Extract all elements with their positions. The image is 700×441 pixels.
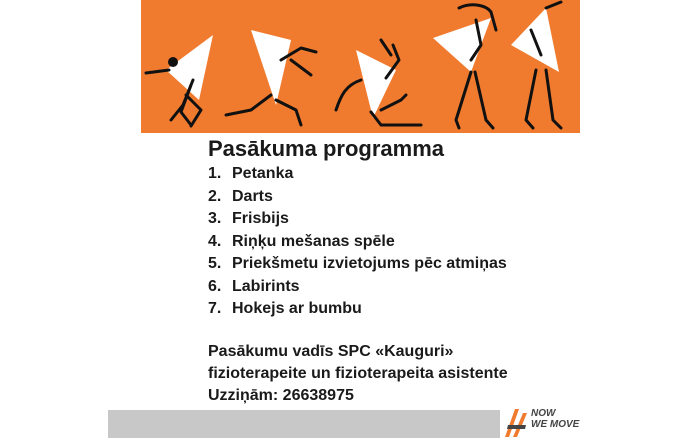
header-banner [141,0,580,133]
item-number: 5. [208,255,222,272]
now-we-move-logo [503,405,593,439]
logo-line-we-move: WE MOVE [531,419,580,430]
staff-line: fizioterapeite un fizioterapeita asistente [208,365,508,382]
logo-mark-icon [503,405,531,439]
item-label: Hokejs ar bumbu [232,300,362,317]
item-label: Frisbijs [232,210,289,227]
item-label: Labirints [232,277,300,295]
item-number: 2. [208,187,222,205]
item-label: Priekšmetu izvietojums pēc atmiņas [232,255,507,272]
list-item [208,253,507,276]
list-item [208,163,507,186]
list-item [208,276,507,299]
item-number: 3. [208,210,222,227]
item-number: 7. [208,300,222,317]
contact-phone: Uzziņām: 26638975 [208,387,354,404]
list-item [208,298,507,321]
list-item [208,208,507,231]
logo-line-now: NOW [531,408,556,419]
item-number: 1. [208,165,222,182]
organizer-line: Pasākumu vadīs SPC «Kauguri» [208,343,454,360]
page-title: Pasākuma programma [208,136,444,161]
item-label: Riņķu mešanas spēle [232,232,395,250]
item-number: 4. [208,232,222,250]
item-number: 6. [208,277,222,295]
list-item [208,186,507,209]
program-list [208,163,507,321]
item-label: Darts [232,187,273,205]
footer-bar [108,410,500,438]
stick-figures-icon [141,0,580,133]
info-block [208,341,508,407]
list-item [208,231,507,254]
logo-text [531,408,579,430]
item-label: Petanka [232,165,294,182]
